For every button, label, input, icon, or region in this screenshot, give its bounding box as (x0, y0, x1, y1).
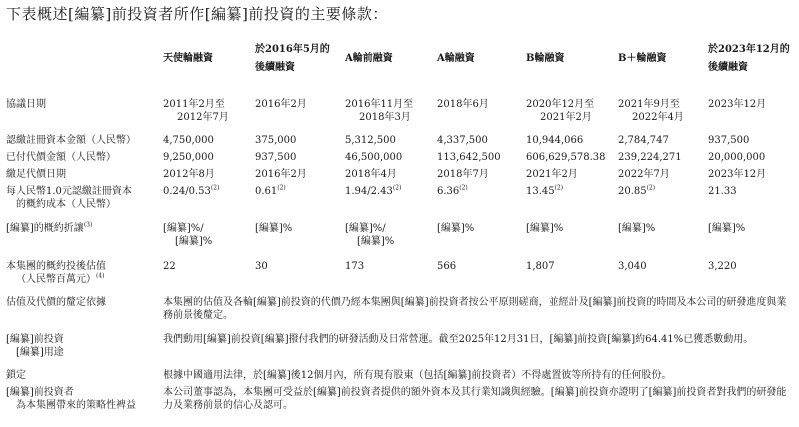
settlement-date-series-b: 2021年2月 (526, 169, 578, 180)
agreement-date-series-b-plus-to: 2022年4月 (632, 112, 684, 123)
agreement-date-series-b-from: 2020年12月至 (526, 99, 595, 110)
footnote-ref: (4) (96, 272, 105, 280)
footnote-ref: (2) (210, 184, 220, 192)
agreement-date-followon-2016: 2016年2月 (255, 99, 307, 110)
row-label-valuation-line1: 本集團的概約投後估值 (6, 261, 106, 272)
settlement-date-followon-2016: 2016年2月 (255, 169, 307, 180)
row-label-discount-text: [編纂]的概約折讓 (6, 223, 84, 234)
row-label-valuation-line2: （人民幣百萬元） (16, 274, 96, 285)
header-followon-2016-line2: 後續融資 (255, 62, 295, 73)
consideration-paid-series-b-plus: 239,224,271 (618, 152, 682, 163)
header-series-b (526, 50, 564, 68)
settlement-date-followon-2023: 2023年12月 (708, 169, 767, 180)
approx-cost-series-a (437, 185, 468, 198)
row-label-basis: 估值及代價的釐定依據 (6, 297, 106, 308)
discount-series-a: [編纂]% (437, 223, 475, 234)
use-of-proceeds-text: 我們動用[編纂]前投資[編纂]撥付我們的研發活動及日常營運。截至2025年12月31日，[編纂]前投資[編纂]約64.41%已獲悉數動用。 (163, 334, 754, 345)
header-angel-line2: 天使輪融資 (163, 53, 213, 64)
footnote-ref: (2) (392, 184, 402, 192)
settlement-date-angel: 2012年8月 (163, 169, 215, 180)
approx-cost-followon-2023: 21.33 (708, 186, 737, 197)
row-label-strategic-benefits (6, 386, 136, 412)
discount-pre-a-line1: [編纂]%/ (345, 223, 386, 234)
valuation-followon-2023: 3,220 (708, 261, 737, 272)
approx-cost-angel (163, 185, 219, 198)
agreement-date-series-b-to: 2021年2月 (540, 112, 592, 123)
intro-heading: 下表概述[編纂]前投資者所作[編纂]前投資的主要條款： (6, 5, 388, 23)
subscribed-capital-followon-2023: 937,500 (708, 135, 750, 146)
approx-cost-angel-value: 0.24/0.53 (163, 186, 211, 197)
approx-cost-series-a-value: 6.36 (437, 186, 460, 197)
agreement-date-series-a: 2018年6月 (437, 99, 489, 110)
footnote-ref: (2) (459, 184, 468, 192)
subscribed-capital-series-b: 10,944,066 (526, 135, 584, 146)
valuation-followon-2016: 30 (255, 261, 268, 272)
header-followon-2023 (708, 41, 790, 77)
subscribed-capital-series-b-plus: 2,784,747 (618, 135, 669, 146)
approx-cost-series-b-value: 13.45 (526, 186, 555, 197)
valuation-angel: 22 (163, 261, 176, 272)
consideration-paid-series-b: 606,629,578.38 (526, 152, 606, 163)
settlement-date-pre-a: 2018年4月 (345, 169, 397, 180)
subscribed-capital-series-a: 4,337,500 (437, 135, 488, 146)
consideration-paid-angel: 9,250,000 (163, 152, 214, 163)
approx-cost-pre-a (345, 185, 401, 198)
valuation-series-b: 1,807 (526, 261, 555, 272)
approx-cost-followon-2016-value: 0.61 (255, 186, 278, 197)
row-label-valuation (6, 260, 106, 286)
discount-pre-a-line2: [編纂]% (357, 236, 395, 247)
header-series-b-plus-line: B＋輪融資 (618, 53, 667, 64)
valuation-series-b-plus: 3,040 (618, 261, 647, 272)
header-followon-2023-line2: 後續融資 (708, 62, 748, 73)
discount-angel (163, 222, 212, 248)
consideration-paid-followon-2023: 20,000,000 (708, 152, 766, 163)
discount-followon-2023: [編纂]% (708, 223, 746, 234)
discount-angel-line2: [編纂]% (175, 236, 213, 247)
row-label-approx-cost-line2: 的概約成本（人民幣） (16, 199, 116, 210)
approx-cost-series-b-plus-value: 20.85 (618, 186, 647, 197)
consideration-paid-series-a: 113,642,500 (437, 152, 501, 163)
settlement-date-series-b-plus: 2022年7月 (618, 169, 670, 180)
settlement-date-series-a: 2018年7月 (437, 169, 489, 180)
subscribed-capital-pre-a: 5,312,500 (345, 135, 396, 146)
discount-series-b-plus: [編纂]% (618, 223, 656, 234)
header-followon-2016-line1: 於2016年5月的 (255, 44, 330, 55)
approx-cost-followon-2016 (255, 185, 286, 198)
basis-text: 本集團的估值及各輪[編纂]前投資的代價乃經本集團與[編纂]前投資者按公平原則磋商，並經計及[編纂]前投資的時間及本公司的研發進度與業務前景後釐定。 (163, 297, 787, 321)
discount-angel-line1: [編纂]%/ (163, 223, 204, 234)
agreement-date-pre-a (345, 98, 413, 124)
row-label-approx-cost (6, 185, 132, 211)
agreement-date-series-b-plus (618, 98, 684, 124)
row-label-discount (6, 222, 92, 235)
agreement-date-series-b-plus-from: 2021年9月至 (618, 99, 680, 110)
lockup-text: 根據中國適用法律，於[編纂]後12個月內，所有現有股東（包括[編纂]前投資者）不得處置彼等所持有的任何股份。 (163, 370, 672, 381)
agreement-date-series-b (526, 98, 594, 124)
agreement-date-followon-2023: 2023年12月 (708, 99, 767, 110)
header-pre-a (345, 50, 393, 68)
approx-cost-pre-a-value: 1.94/2.43 (345, 186, 393, 197)
agreement-date-pre-a-from: 2016年11月至 (345, 99, 414, 110)
footnote-ref: (2) (277, 184, 286, 192)
row-label-settlement-date: 繳足代價日期 (6, 169, 66, 180)
row-label-use-line1: [編纂]前投資 (6, 334, 64, 345)
agreement-date-pre-a-to: 2018年3月 (359, 112, 411, 123)
valuation-pre-a: 173 (345, 261, 365, 272)
row-label-use-of-proceeds (6, 333, 64, 359)
header-followon-2016 (255, 41, 330, 77)
strategic-benefits-text: 本公司董事認為，本集團可受益於[編纂]前投資者提供的額外資本及其行業知識與經驗。[編纂]前投資亦證明了[編纂]前投資者對我們的研發能力及業務前景的信心及認可。 (163, 387, 787, 411)
row-label-consideration-paid: 已付代價金額（人民幣） (6, 152, 116, 163)
footnote-ref: (3) (83, 221, 93, 229)
row-label-lockup: 鎖定 (6, 370, 26, 381)
header-series-b-line: B輪融資 (526, 53, 565, 64)
row-label-use-line2: [編纂]用途 (16, 347, 64, 358)
row-label-subscribed-capital: 認繳註冊資本金額（人民幣） (6, 135, 136, 146)
approx-cost-series-b-plus (618, 185, 655, 198)
agreement-date-angel-from: 2011年2月至 (163, 99, 225, 110)
approx-cost-series-b (526, 185, 563, 198)
agreement-date-angel-to: 2012年7月 (177, 112, 229, 123)
header-series-a (437, 50, 475, 68)
footnote-ref: (2) (646, 184, 656, 192)
subscribed-capital-angel: 4,750,000 (163, 135, 214, 146)
row-label-agreement-date: 協議日期 (6, 99, 46, 110)
row-label-benefits-line2: 為本集團帶來的策略性裨益 (16, 400, 136, 411)
footnote-ref: (2) (554, 184, 564, 192)
header-series-a-line: A輪融資 (437, 53, 475, 64)
valuation-series-a: 566 (437, 261, 457, 272)
agreement-date-angel (163, 98, 229, 124)
row-label-approx-cost-line1: 每人民幣1.0元認繳註冊資本 (6, 186, 132, 197)
consideration-paid-followon-2016: 937,500 (255, 152, 297, 163)
discount-pre-a (345, 222, 394, 248)
discount-followon-2016: [編纂]% (255, 223, 293, 234)
header-series-b-plus (618, 50, 666, 68)
header-angel (163, 50, 213, 68)
header-followon-2023-line1: 於2023年12月的 (708, 44, 790, 55)
subscribed-capital-followon-2016: 375,000 (255, 135, 297, 146)
consideration-paid-pre-a: 46,500,000 (345, 152, 403, 163)
discount-series-b: [編纂]% (526, 223, 564, 234)
header-pre-a-line: A輪前融資 (345, 53, 393, 64)
row-label-benefits-line1: [編纂]前投資者 (6, 387, 74, 398)
